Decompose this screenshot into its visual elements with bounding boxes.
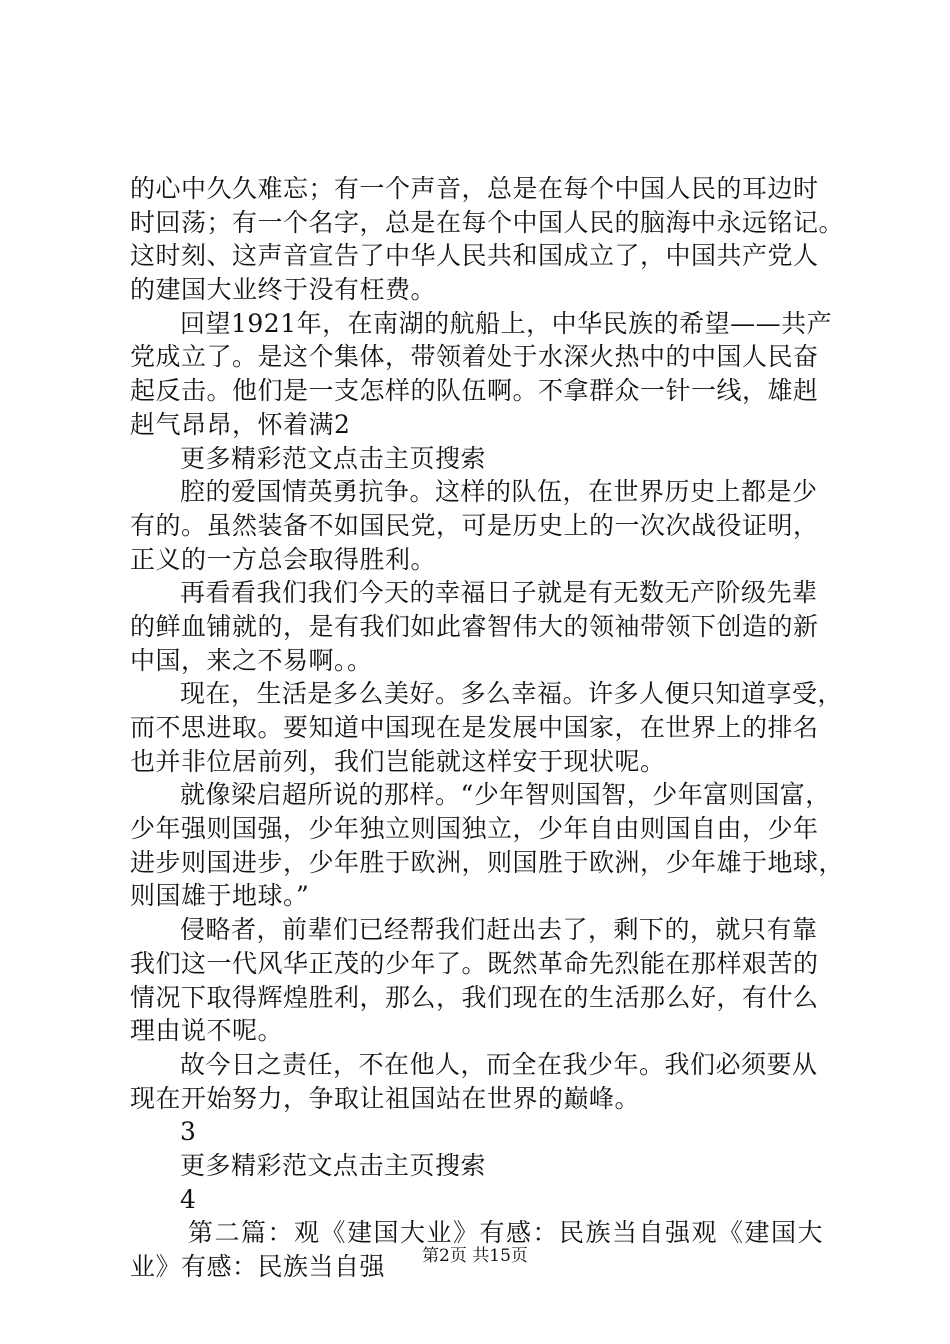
text-line: 有的。虽然装备不如国民党，可是历史上的一次次战役证明， <box>130 510 819 540</box>
text-line: 回望1921年，在南湖的航船上，中华民族的希望——共产 <box>180 308 833 338</box>
section-heading: 第二篇：观《建国大业》有感：民族当自强观《建国大 <box>188 1218 825 1248</box>
text-line: 起反击。他们是一支怎样的队伍啊。不拿群众一针一线，雄赳 <box>130 376 819 406</box>
text-line: 我们这一代风华正茂的少年了。既然革命先烈能在那样艰苦的 <box>130 948 819 978</box>
text-line: 更多精彩范文点击主页搜索 <box>180 1150 487 1180</box>
text-line: 赳气昂昂，怀着满2 <box>130 409 351 439</box>
text-line: 的心中久久难忘；有一个声音，总是在每个中国人民的耳边时 <box>130 174 819 203</box>
page-marker: 3 <box>180 1117 197 1147</box>
text-line: 而不思进取。要知道中国现在是发展中国家，在世界上的排名 <box>130 713 819 742</box>
text-line: 党成立了。是这个集体，带领着处于水深火热中的中国人民奋 <box>130 342 819 372</box>
text-line: 也并非位居前列，我们岂能就这样安于现状呢。 <box>130 746 666 776</box>
page-footer: 第2页 共15页 <box>422 1246 528 1266</box>
text-line: 则国雄于地球。” <box>130 881 310 911</box>
text-line: 进步则国进步，少年胜于欧洲，则国胜于欧洲，少年雄于地球， <box>130 847 845 877</box>
text-line: 正义的一方总会取得胜利。 <box>130 544 437 574</box>
text-line: 时回荡；有一个名字，总是在每个中国人民的脑海中永远铭记。 <box>130 207 845 237</box>
text-line: 少年强则国强，少年独立则国独立，少年自由则国自由，少年 <box>130 814 819 844</box>
text-line: 情况下取得辉煌胜利，那么，我们现在的生活那么好，有什么 <box>130 982 819 1012</box>
text-line: 更多精彩范文点击主页搜索 <box>180 443 487 473</box>
document-body <box>130 172 845 1284</box>
text-line: 的建国大业终于没有枉费。 <box>130 275 437 305</box>
text-line: 现在，生活是多么美好。多么幸福。许多人便只知道享受， <box>180 679 844 709</box>
text-line: 侵略者，前辈们已经帮我们赶出去了，剩下的，就只有靠 <box>180 915 818 945</box>
text-line: 的鲜血铺就的，是有我们如此睿智伟大的领袖带领下创造的新 <box>130 611 819 641</box>
text-line: 腔的爱国情英勇抗争。这样的队伍，在世界历史上都是少 <box>180 477 818 507</box>
text-line: 故今日之责任，不在他人，而全在我少年。我们必须要从 <box>180 1049 818 1079</box>
text-line: 这时刻、这声音宣告了中华人民共和国成立了，中国共产党人 <box>130 241 819 271</box>
text-line: 理由说不呢。 <box>130 1016 284 1046</box>
text-line: 就像梁启超所说的那样。“少年智则国智，少年富则国富， <box>180 780 831 810</box>
text-line: 中国，来之不易啊。。 <box>130 645 373 675</box>
text-line: 再看看我们我们今天的幸福日子就是有无数无产阶级先辈 <box>180 578 818 608</box>
page-marker: 4 <box>180 1184 197 1214</box>
text-line: 业》有感：民族当自强 <box>130 1252 386 1281</box>
text-line: 现在开始努力，争取让祖国站在世界的巅峰。 <box>130 1083 641 1113</box>
